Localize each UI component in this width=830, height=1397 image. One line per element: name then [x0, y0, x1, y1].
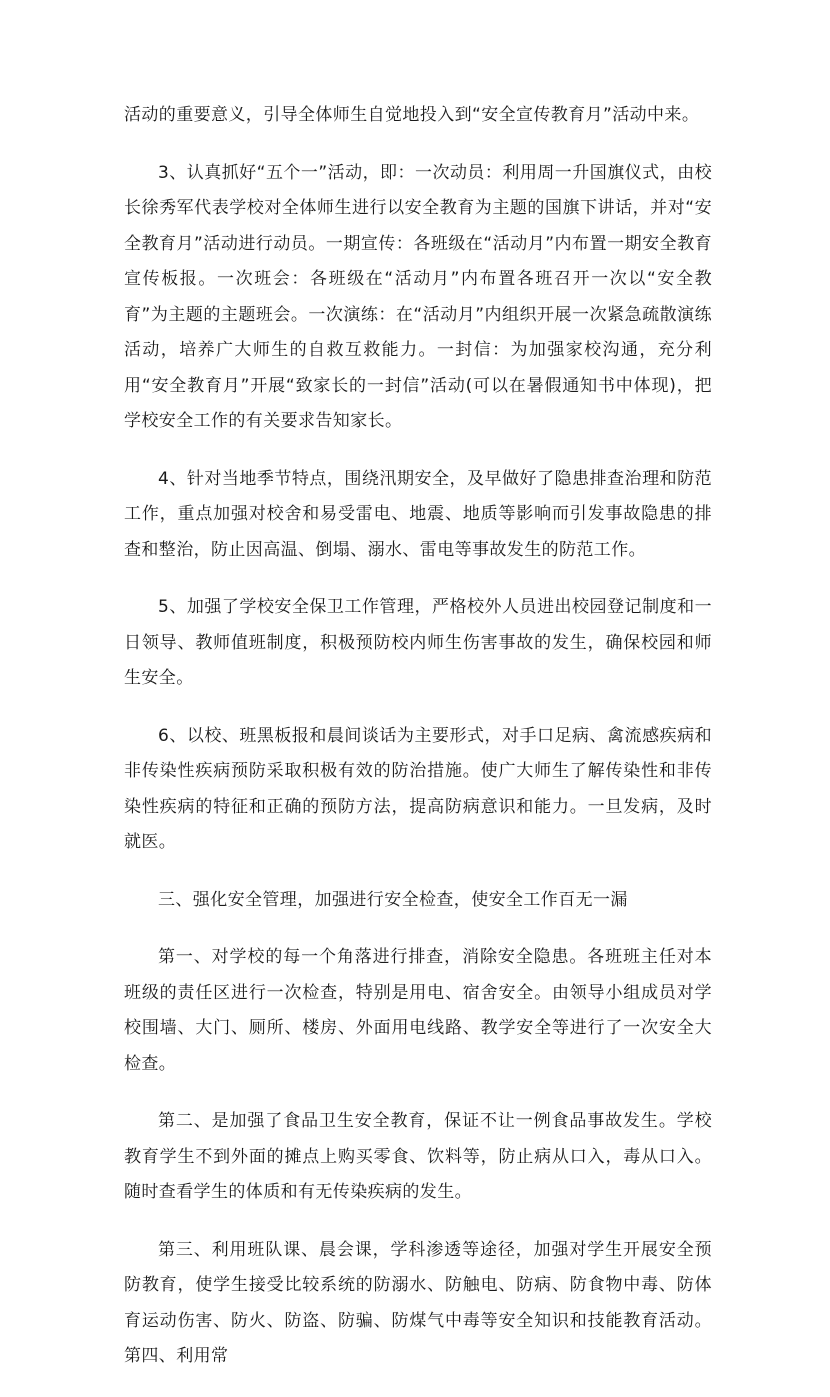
document-body — [124, 98, 712, 1397]
paragraph-item-3: 3、认真抓好“五个一”活动，即：一次动员：利用周一升国旗仪式，由校长徐秀军代表学校对全体师生进行以安全教育为主题的国旗下讲话，并对“安全教育月”活动进行动员。一期宣传：各班级在“活动月”内布置一期安全教育宣传板报。一次班会：各班级在“活动月”内布置各班召开一次以“安全教育”为主题的主题班会。一次演练：在“活动月”内组织开展一次紧急疏散演练活动，培养广大师生的自救互救能力。一封信：为加强家校沟通，充分利用“安全教育月”开展“致家长的一封信”活动(可以在暑假通知书中体现)，把学校安全工作的有关要求告知家长。 — [124, 162, 712, 431]
paragraph-first: 第一、对学校的每一个角落进行排查，消除安全隐患。各班班主任对本班级的责任区进行一次检查，特别是用电、宿舍安全。由领导小组成员对学校围墙、大门、厕所、楼房、外面用电线路、教学安全等进行了一次安全大检查。 — [124, 947, 712, 1074]
paragraph-item-5: 5、加强了学校安全保卫工作管理，严格校外人员进出校园登记制度和一日领导、教师值班制度，积极预防校内师生伤害事故的发生，确保校园和师生安全。 — [124, 597, 712, 688]
section-heading-3: 三、强化安全管理，加强进行安全检查，使安全工作百无一漏 — [158, 889, 628, 910]
paragraph-continuation: 活动的重要意义，引导全体师生自觉地投入到“安全宣传教育月”活动中来。 — [124, 105, 700, 125]
paragraph-item-4: 4、针对当地季节特点，围绕汛期安全，及早做好了隐患排查治理和防范工作，重点加强对校舍和易受雷电、地震、地质等影响而引发事故隐患的排查和整治，防止因高温、倒塌、溺水、雷电等事故发生的防范工作。 — [124, 468, 712, 560]
paragraph-second: 第二、是加强了食品卫生安全教育，保证不让一例食品事故发生。学校教育学生不到外面的摊点上购买零食、饮料等，防止病从口入，毒从口入。随时查看学生的体质和有无传染疾病的发生。 — [124, 1111, 712, 1202]
paragraph-third: 第三、利用班队课、晨会课，学科渗透等途径，加强对学生开展安全预防教育，使学生接受比较系统的防溺水、防触电、防病、防食物中毒、防体育运动伤害、防火、防盗、防骗、防煤气中毒等安全知识和技能教育活动。第四、利用常 — [124, 1239, 712, 1366]
paragraph-item-6: 6、以校、班黑板报和晨间谈话为主要形式，对手口足病、禽流感疾病和非传染性疾病预防采取积极有效的防治措施。使广大师生了解传染性和非传染性疾病的特征和正确的预防方法，提高防病意识和能力。一旦发病，及时就医。 — [124, 725, 712, 852]
